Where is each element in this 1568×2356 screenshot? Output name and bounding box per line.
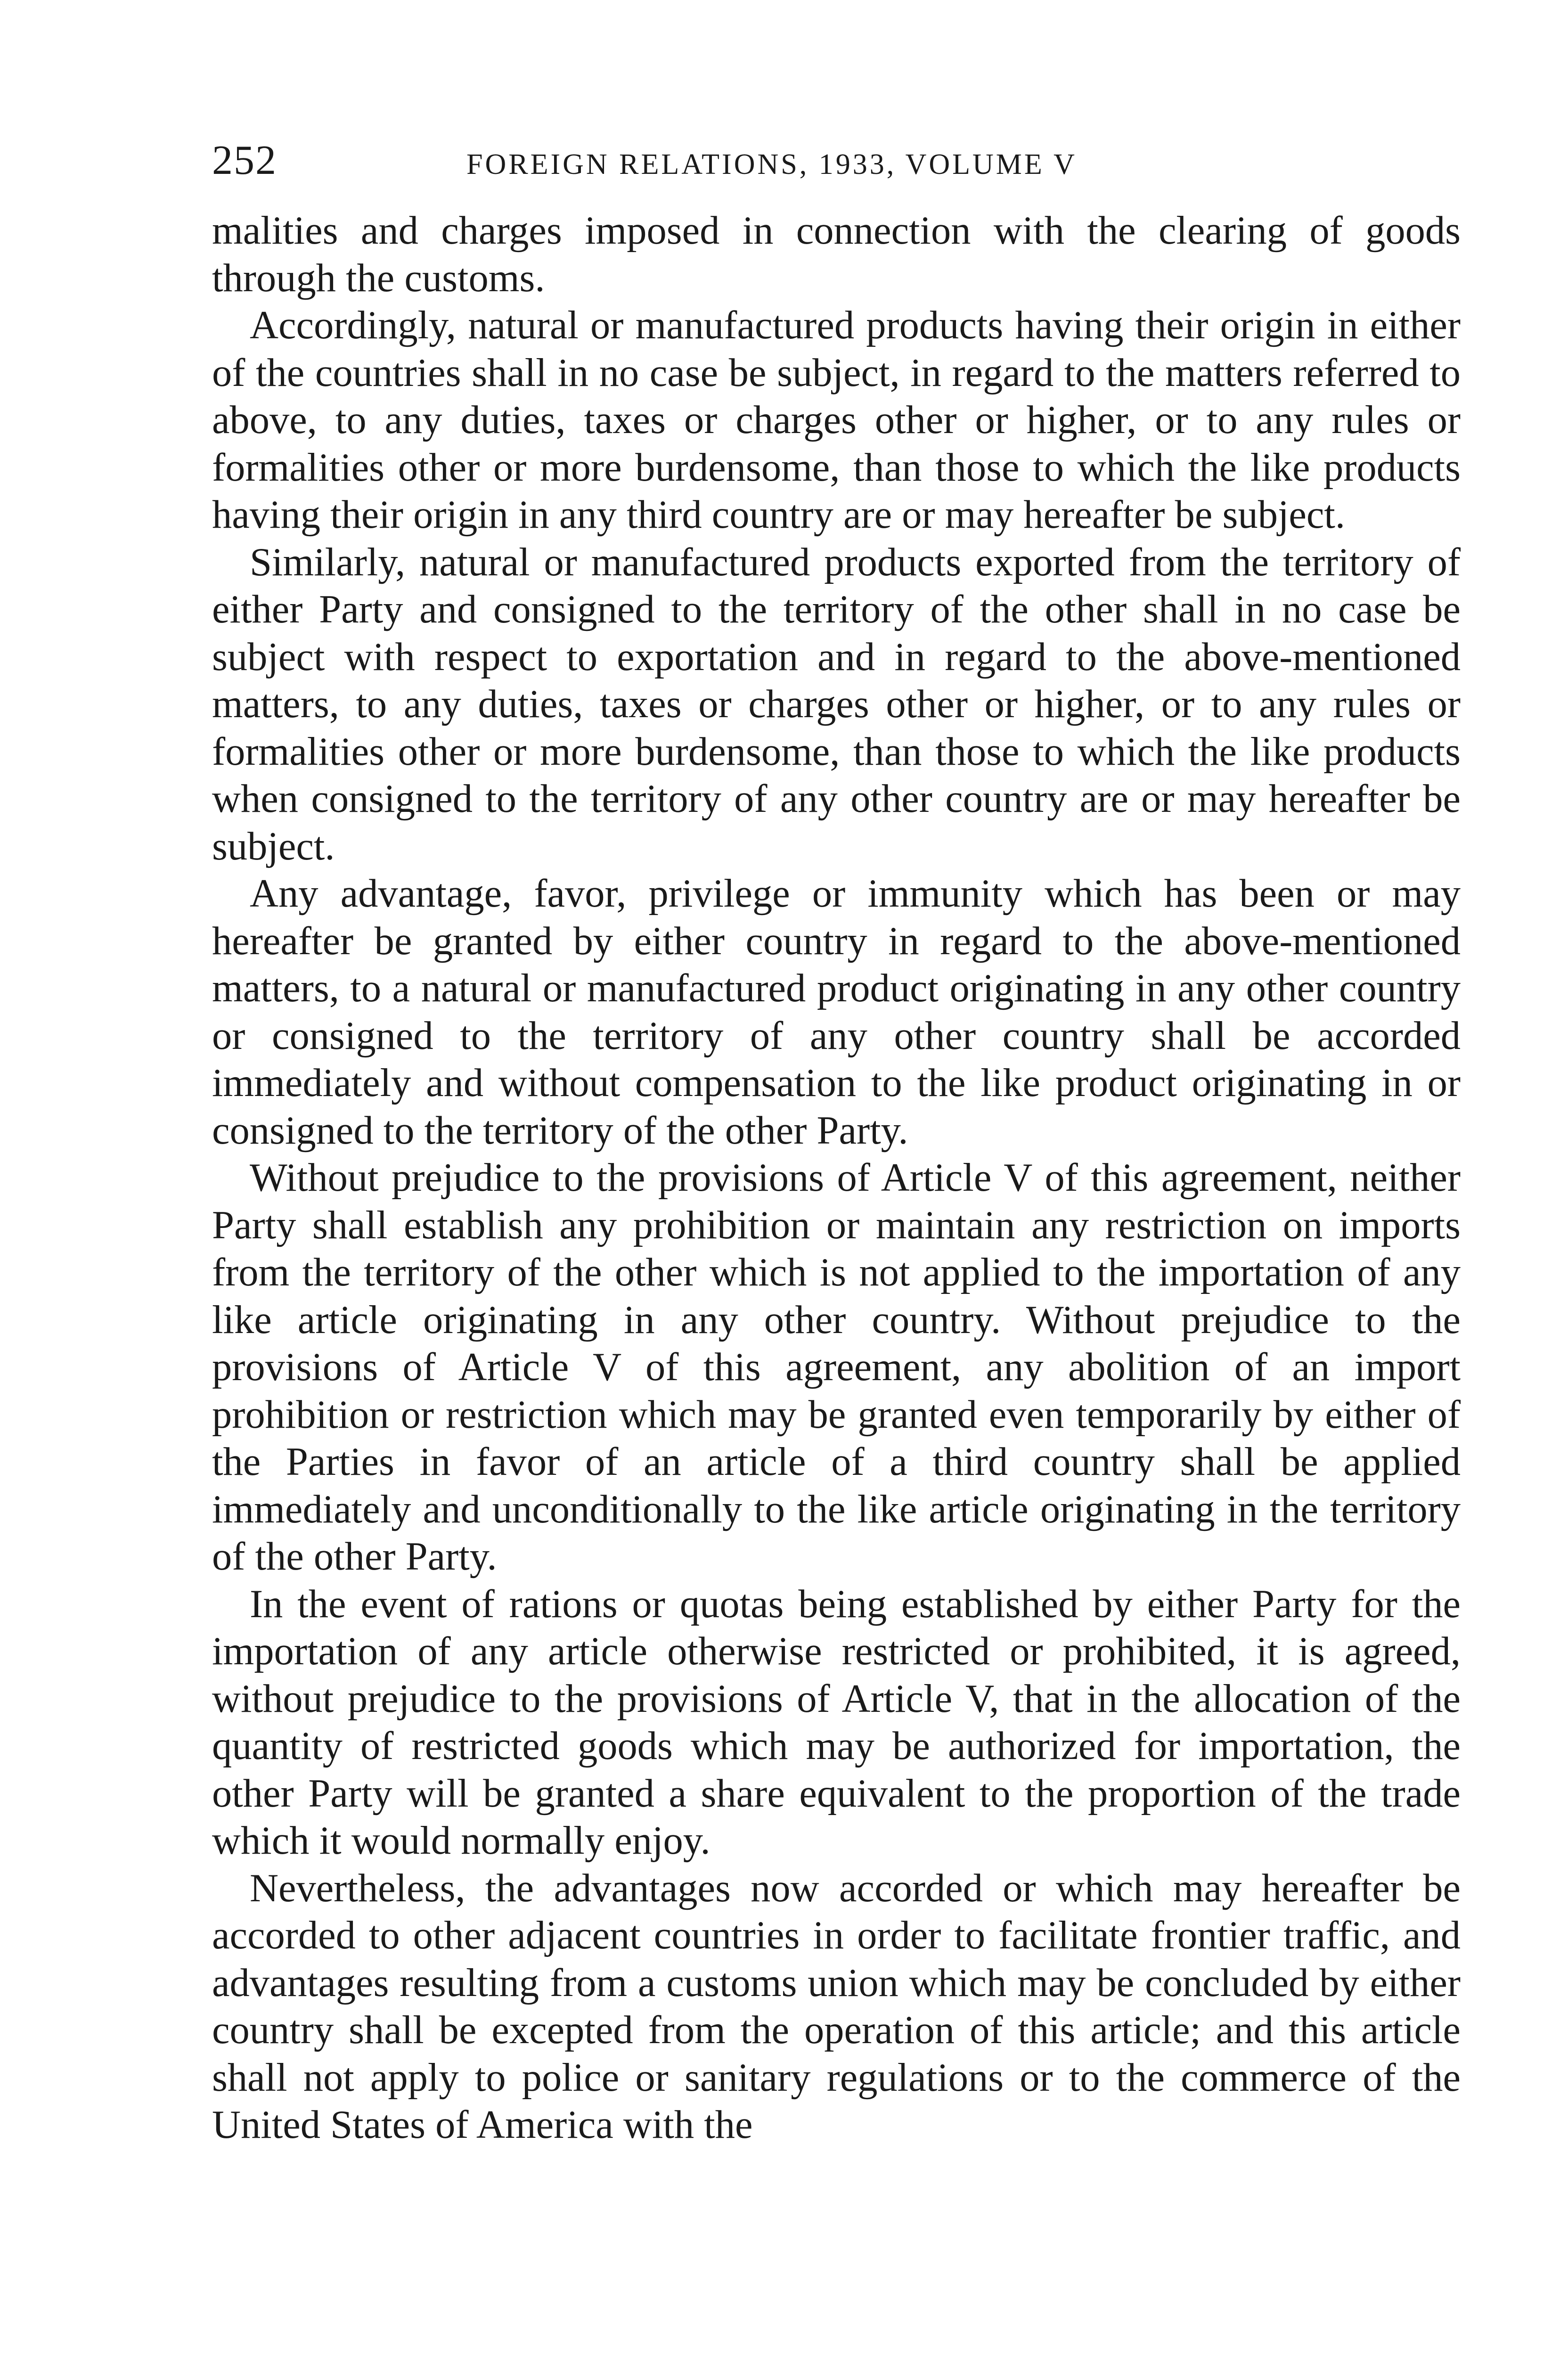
body-text: [212, 207, 1461, 2149]
paragraph: In the event of rations or quotas being established by either Party for the importation of any article otherwise restricted or prohibited, it is agreed, without prejudice to the provisions of Article V, that in the allocation of the quantity of restricted goods which may be authorized for importation, the other Party will be granted a share equivalent to the proportion of the trade which it would normally enjoy.: [212, 1582, 1461, 1863]
document-page: [212, 137, 1461, 2149]
page-header: [212, 137, 1461, 188]
paragraph: Accordingly, natural or manufactured products having their origin in either of the countries shall in no case be subject, in regard to the matters referred to above, to any duties, taxes or charges other or higher, or to any rules or formalities other or more burdensome, than those to which the like products having their origin in any third country are or may hereafter be subject.: [212, 303, 1461, 537]
paragraph: Nevertheless, the advantages now accorded or which may hereafter be accorded to other adjacent countries in order to facilitate frontier traffic, and advantages resulting from a customs union which may be concluded by either country shall be excepted from the operation of this article; and this article shall not apply to police or sanitary regulations or to the commerce of the United States of America with the: [212, 1866, 1461, 2147]
running-head: FOREIGN RELATIONS, 1933, VOLUME V: [466, 148, 1077, 180]
paragraph: Any advantage, favor, privilege or immunity which has been or may hereafter be granted by either country in regard to the above-mentioned matters, to a natural or manufactured product originating in any other country or consigned to the territory of any other country shall be accorded immediately and without compensation to the like product originating in or consigned to the territory of the other Party.: [212, 872, 1461, 1153]
paragraph-continued: malities and charges imposed in connection with the clearing of goods through the customs.: [212, 209, 1461, 300]
paragraph: Without prejudice to the provisions of Article V of this agreement, neither Party shall establish any prohibition or maintain any restriction on imports from the territory of the other which is not applied to the importation of any like article originating in any other country. Without prejudice to the provisions of Article V of this agreement, any abolition of an import prohibition or restriction which may be granted even temporarily by either of the Parties in favor of an article of a third country shall be applied immediately and unconditionally to the like article originating in the territory of the other Party.: [212, 1156, 1461, 1579]
paragraph: Similarly, natural or manufactured products exported from the territory of either Party and consigned to the territory of the other shall in no case be subject with respect to exportation and in regard to the above-mentioned matters, to any duties, taxes or charges other or higher, or to any rules or formalities other or more burdensome, than those to which the like products when consigned to the territory of any other country are or may hereafter be subject.: [212, 540, 1461, 868]
page-number: 252: [212, 138, 277, 183]
